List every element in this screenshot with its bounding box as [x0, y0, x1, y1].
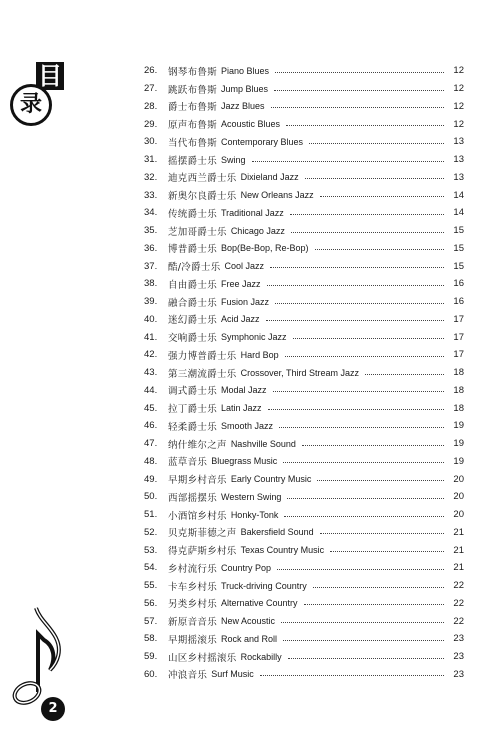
dot-leader: [268, 408, 444, 410]
toc-entry-page: 17: [453, 349, 464, 361]
toc-entry-number: 33.: [144, 189, 158, 201]
toc-entry-title-cn: 调式爵士乐: [168, 386, 218, 398]
toc-entry-title-en: Smooth Jazz: [221, 420, 274, 431]
toc-entry-number: 39.: [144, 296, 158, 308]
dot-leader: [286, 124, 444, 126]
dot-leader: [275, 71, 444, 73]
toc-entry-title-cn: 摇摆爵士乐: [168, 155, 218, 167]
toc-entry-title-en: New Acoustic: [221, 616, 276, 627]
dot-leader: [275, 302, 444, 304]
toc-entry[interactable]: [144, 98, 464, 116]
toc-heading-bottom: 录: [10, 84, 52, 126]
toc-entry[interactable]: [144, 257, 464, 275]
toc-entry-number: 52.: [144, 526, 158, 538]
toc-entry-number: 60.: [144, 668, 158, 680]
toc-entry-title-cn: 迪克西兰爵士乐: [168, 173, 237, 185]
toc-entry[interactable]: [144, 399, 464, 417]
dot-leader: [284, 515, 444, 517]
dot-leader: [320, 532, 444, 534]
toc-entry[interactable]: [144, 80, 464, 98]
toc-entry-number: 56.: [144, 597, 158, 609]
toc-entry[interactable]: [144, 506, 464, 524]
toc-entry-title-en: Cool Jazz: [224, 261, 265, 272]
toc-entry-title-cn: 拉丁爵士乐: [168, 404, 218, 416]
toc-entry-title-en: Piano Blues: [221, 65, 270, 76]
toc-entry[interactable]: [144, 666, 464, 684]
dot-leader: [283, 461, 444, 463]
toc-entry-number: 49.: [144, 473, 158, 485]
toc-entry-page: 20: [453, 509, 464, 521]
dot-leader: [309, 142, 444, 144]
toc-entry-page: 20: [453, 473, 464, 485]
toc-entry-page: 12: [453, 100, 464, 112]
toc-entry-title-cn: 强力博普爵士乐: [168, 350, 237, 362]
toc-heading-top: 目: [38, 62, 62, 90]
toc-entry-title-cn: 自由爵士乐: [168, 279, 218, 291]
toc-entry-page: 15: [453, 242, 464, 254]
toc-entry-page: 18: [453, 402, 464, 414]
toc-entry[interactable]: [144, 541, 464, 559]
toc-entry-number: 40.: [144, 313, 158, 325]
toc-entry-title-cn: 轻柔爵士乐: [168, 421, 218, 433]
dot-leader: [273, 390, 444, 392]
dot-leader: [290, 213, 444, 215]
toc-entry[interactable]: [144, 488, 464, 506]
toc-entry[interactable]: [144, 435, 464, 453]
dot-leader: [330, 550, 444, 552]
toc-entry-number: 27.: [144, 83, 158, 95]
toc-entry-title-cn: 芝加哥爵士乐: [168, 226, 227, 238]
toc-entry-title-en: Fusion Jazz: [221, 296, 270, 307]
toc-entry-title-en: Early Country Music: [230, 474, 312, 485]
toc-entry-number: 30.: [144, 136, 158, 148]
toc-entry-title-en: Acoustic Blues: [221, 119, 281, 130]
toc-entry-page: 14: [453, 189, 464, 201]
dot-leader: [302, 444, 444, 446]
toc-entry[interactable]: [144, 612, 464, 630]
toc-entry[interactable]: [144, 204, 464, 222]
toc-entry-page: 12: [453, 83, 464, 95]
toc-entry[interactable]: [144, 275, 464, 293]
toc-entry-title-cn: 西部摇摆乐: [168, 492, 218, 504]
toc-entry-page: 21: [453, 544, 464, 556]
toc-entry-title-en: Traditional Jazz: [221, 207, 284, 218]
toc-entry-title-cn: 得克萨斯乡村乐: [168, 546, 237, 558]
toc-entry-title-en: Nashville Sound: [230, 438, 296, 449]
toc-entry-title-en: Modal Jazz: [221, 385, 267, 396]
toc-entry[interactable]: [144, 115, 464, 133]
dot-leader: [313, 586, 444, 588]
toc-entry-number: 42.: [144, 349, 158, 361]
toc-entry-title-en: Bakersfield Sound: [240, 527, 314, 538]
toc-entry[interactable]: [144, 240, 464, 258]
toc-entry-title-cn: 卡车乡村乐: [168, 581, 218, 593]
toc-entry-number: 38.: [144, 278, 158, 290]
toc-entry-page: 17: [453, 313, 464, 325]
toc-entry-page: 19: [453, 455, 464, 467]
dot-leader: [293, 337, 444, 339]
toc-entry-page: 17: [453, 331, 464, 343]
toc-entry[interactable]: [144, 630, 464, 648]
dot-leader: [305, 177, 444, 179]
toc-entry-number: 46.: [144, 420, 158, 432]
toc-entry-title-cn: 山区乡村摇滚乐: [168, 652, 237, 664]
toc-entry-number: 29.: [144, 118, 158, 130]
toc-entry-title-en: Dixieland Jazz: [240, 172, 299, 183]
toc-entry-page: 13: [453, 136, 464, 148]
toc-entry-title-cn: 纳什维尔之声: [168, 439, 227, 451]
toc-entry-page: 14: [453, 207, 464, 219]
toc-entry-page: 15: [453, 225, 464, 237]
toc-entry-title-cn: 博普爵士乐: [168, 244, 218, 256]
toc-entry-title-en: Acid Jazz: [221, 314, 260, 325]
toc-entry-page: 16: [453, 296, 464, 308]
dot-leader: [267, 284, 444, 286]
toc-entry-title-en: Surf Music: [211, 669, 254, 680]
toc-entry[interactable]: [144, 417, 464, 435]
toc-entry-title-en: Crossover, Third Stream Jazz: [240, 367, 359, 378]
toc-entry-page: 19: [453, 438, 464, 450]
toc-entry-number: 58.: [144, 633, 158, 645]
toc-entry-title-en: Free Jazz: [221, 278, 261, 289]
toc-entry-title-cn: 跳跃布鲁斯: [168, 84, 218, 96]
toc-entry[interactable]: [144, 62, 464, 80]
toc-entry-title-en: Alternative Country: [221, 598, 298, 609]
page-number: 2: [41, 697, 65, 721]
toc-entry-page: 21: [453, 526, 464, 538]
toc-entry-page: 13: [453, 154, 464, 166]
toc-entry[interactable]: [144, 328, 464, 346]
toc-entry-title-cn: 钢琴布鲁斯: [168, 66, 218, 78]
music-note-icon: [0, 600, 70, 710]
toc-entry-number: 32.: [144, 171, 158, 183]
toc-entry-title-cn: 新原音音乐: [168, 617, 218, 629]
toc-entry-title-en: Hard Bop: [240, 349, 279, 360]
toc-entry-title-cn: 迷幻爵士乐: [168, 315, 218, 327]
toc-entry-title-cn: 新奥尔良爵士乐: [168, 191, 237, 203]
table-of-contents: [144, 62, 464, 683]
toc-entry-page: 20: [453, 491, 464, 503]
toc-entry-title-en: Symphonic Jazz: [221, 332, 287, 343]
toc-entry-page: 12: [453, 65, 464, 77]
toc-entry[interactable]: [144, 346, 464, 364]
toc-entry-title-cn: 融合爵士乐: [168, 297, 218, 309]
toc-entry-title-en: Jump Blues: [221, 83, 269, 94]
toc-entry-title-cn: 蓝草音乐: [168, 457, 208, 469]
toc-entry[interactable]: [144, 151, 464, 169]
toc-entry-title-cn: 当代布鲁斯: [168, 137, 218, 149]
toc-entry-number: 48.: [144, 455, 158, 467]
toc-entry[interactable]: [144, 470, 464, 488]
toc-entry-page: 16: [453, 278, 464, 290]
dot-leader: [304, 603, 444, 605]
toc-entry[interactable]: [144, 453, 464, 471]
toc-entry-page: 23: [453, 633, 464, 645]
toc-entry-page: 22: [453, 615, 464, 627]
toc-entry-title-cn: 贝克斯菲德之声: [168, 528, 237, 540]
sidebar-decoration: [0, 0, 64, 744]
toc-entry-title-en: Western Swing: [221, 491, 282, 502]
dot-leader: [252, 160, 444, 162]
toc-entry[interactable]: [144, 648, 464, 666]
toc-entry[interactable]: [144, 186, 464, 204]
toc-entry-title-en: Bluegrass Music: [211, 456, 278, 467]
toc-entry[interactable]: [144, 382, 464, 400]
toc-entry-number: 37.: [144, 260, 158, 272]
toc-entry-number: 55.: [144, 580, 158, 592]
toc-entry-title-cn: 冲浪音乐: [168, 670, 208, 682]
toc-entry-number: 31.: [144, 154, 158, 166]
toc-entry[interactable]: [144, 133, 464, 151]
toc-entry-title-cn: 原声布鲁斯: [168, 120, 218, 132]
toc-entry[interactable]: [144, 524, 464, 542]
toc-entry[interactable]: [144, 311, 464, 329]
toc-entry-title-cn: 另类乡村乐: [168, 599, 218, 611]
toc-entry-number: 43.: [144, 367, 158, 379]
dot-leader: [287, 497, 444, 499]
toc-entry-title-cn: 小酒馆乡村乐: [168, 510, 227, 522]
toc-entry-number: 28.: [144, 100, 158, 112]
toc-entry-page: 23: [453, 651, 464, 663]
toc-entry[interactable]: [144, 222, 464, 240]
toc-entry-number: 34.: [144, 207, 158, 219]
toc-entry-page: 18: [453, 384, 464, 396]
toc-entry-title-cn: 乡村流行乐: [168, 563, 218, 575]
toc-entry-title-cn: 第三潮流爵士乐: [168, 368, 237, 380]
dot-leader: [260, 674, 444, 676]
toc-entry-title-en: Chicago Jazz: [230, 225, 285, 236]
toc-entry-page: 22: [453, 597, 464, 609]
toc-entry-number: 47.: [144, 438, 158, 450]
toc-entry[interactable]: [144, 595, 464, 613]
toc-entry-title-cn: 爵士布鲁斯: [168, 102, 218, 114]
toc-entry-title-en: New Orleans Jazz: [240, 190, 314, 201]
dot-leader: [288, 657, 444, 659]
toc-entry-number: 41.: [144, 331, 158, 343]
toc-entry-number: 57.: [144, 615, 158, 627]
toc-entry-title-en: Rock and Roll: [221, 633, 278, 644]
toc-entry-page: 12: [453, 118, 464, 130]
toc-entry-title-en: Contemporary Blues: [221, 136, 304, 147]
dot-leader: [285, 355, 444, 357]
dot-leader: [315, 248, 444, 250]
toc-entry-number: 26.: [144, 65, 158, 77]
toc-entry-number: 51.: [144, 509, 158, 521]
toc-entry-title-en: Truck-driving Country: [221, 580, 307, 591]
toc-entry-number: 45.: [144, 402, 158, 414]
toc-entry[interactable]: [144, 169, 464, 187]
dot-leader: [291, 231, 444, 233]
toc-entry-title-en: Latin Jazz: [221, 403, 262, 414]
toc-entry-title-cn: 酷/冷爵士乐: [168, 262, 221, 274]
toc-entry-title-cn: 早期摇滚乐: [168, 634, 218, 646]
toc-entry-page: 22: [453, 580, 464, 592]
toc-entry-title-en: Texas Country Music: [240, 545, 325, 556]
toc-entry-number: 35.: [144, 225, 158, 237]
toc-entry-title-en: Rockabilly: [240, 651, 282, 662]
dot-leader: [270, 266, 444, 268]
toc-entry-number: 59.: [144, 651, 158, 663]
toc-entry-title-en: Honky-Tonk: [230, 509, 279, 520]
toc-entry[interactable]: [144, 293, 464, 311]
dot-leader: [365, 373, 444, 375]
toc-entry-page: 18: [453, 367, 464, 379]
toc-entry-title-en: Jazz Blues: [221, 101, 265, 112]
toc-entry-number: 44.: [144, 384, 158, 396]
dot-leader: [281, 621, 444, 623]
toc-entry-number: 54.: [144, 562, 158, 574]
toc-entry[interactable]: [144, 577, 464, 595]
dot-leader: [320, 195, 444, 197]
toc-entry-title-cn: 交响爵士乐: [168, 333, 218, 345]
dot-leader: [266, 319, 444, 321]
dot-leader: [317, 479, 444, 481]
toc-entry-page: 15: [453, 260, 464, 272]
toc-entry[interactable]: [144, 559, 464, 577]
toc-entry-page: 13: [453, 171, 464, 183]
toc-entry-title-en: Country Pop: [221, 562, 272, 573]
dot-leader: [279, 426, 444, 428]
toc-entry-number: 36.: [144, 242, 158, 254]
dot-leader: [271, 106, 444, 108]
toc-entry-number: 50.: [144, 491, 158, 503]
dot-leader: [283, 639, 444, 641]
toc-entry[interactable]: [144, 364, 464, 382]
toc-entry-title-cn: 传统爵士乐: [168, 208, 218, 220]
toc-entry-title-en: Swing: [221, 154, 246, 165]
dot-leader: [277, 568, 444, 570]
toc-entry-title-en: Bop(Be-Bop, Re-Bop): [221, 243, 309, 254]
toc-entry-page: 19: [453, 420, 464, 432]
dot-leader: [274, 89, 444, 91]
toc-entry-page: 21: [453, 562, 464, 574]
toc-entry-page: 23: [453, 668, 464, 680]
toc-entry-number: 53.: [144, 544, 158, 556]
toc-entry-title-cn: 早期乡村音乐: [168, 475, 227, 487]
